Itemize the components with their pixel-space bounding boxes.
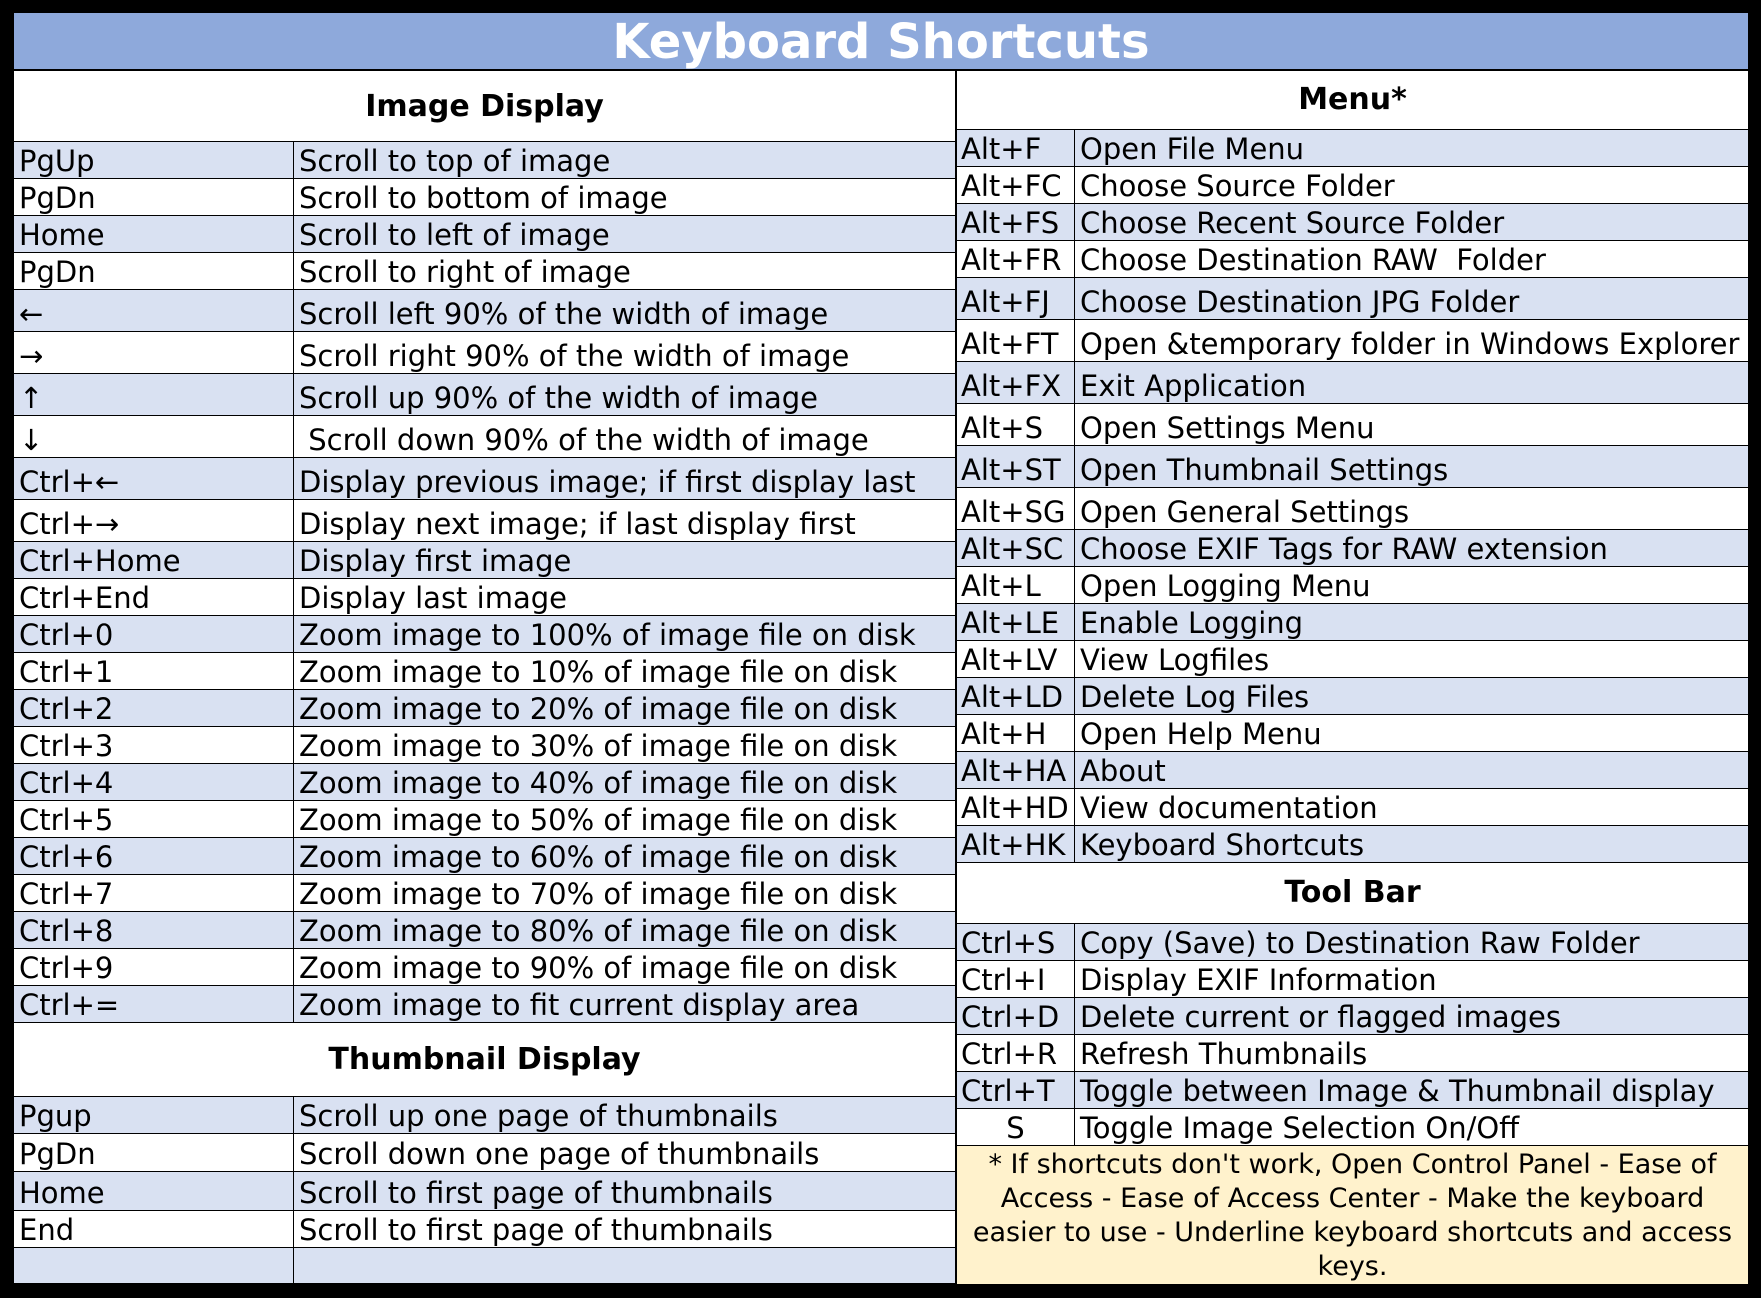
shortcut-key [14,1097,294,1133]
shortcut-key-text: Ctrl+T [961,1074,1055,1108]
shortcut-description-text: Zoom image to 60% of image file on disk [299,840,898,874]
image-display-row [14,142,955,179]
shortcut-key-text: Home [19,218,105,252]
thumbnail-display-row [14,1211,955,1248]
shortcut-description-text: Enable Logging [1080,605,1304,640]
shortcut-description [294,875,955,911]
menu-row [957,752,1748,789]
shortcut-key [957,1035,1075,1071]
shortcut-key-text: Alt+FT [961,326,1059,361]
shortcut-description [1075,130,1748,166]
shortcut-key-text: Alt+L [961,568,1041,603]
shortcut-description-text: Zoom image to 30% of image file on disk [299,729,898,763]
shortcut-description-text: Scroll to top of image [299,144,611,178]
shortcut-key [957,826,1075,862]
shortcut-key [957,204,1075,240]
shortcut-description [294,142,955,178]
shortcut-description-text: Display first image [299,544,572,578]
menu-row [957,604,1748,641]
shortcut-key-text: Alt+FX [961,368,1062,403]
shortcut-description-text: Display last image [299,581,567,615]
shortcut-key-text: Ctrl+→ [19,507,120,541]
shortcut-key-text: Alt+ST [961,452,1061,487]
shortcut-description-text: View documentation [1080,790,1378,825]
shortcut-key-text: Alt+SC [961,531,1064,566]
shortcut-description [1075,362,1748,403]
shortcut-description [294,579,955,615]
shortcut-description-text: Scroll right 90% of the width of image [299,339,850,373]
tool-bar-table [957,924,1748,1146]
shortcut-description-text: Scroll down one page of thumbnails [299,1137,820,1171]
menu-row [957,404,1748,446]
shortcut-description-text: Open Settings Menu [1080,410,1375,445]
shortcut-description-text: Zoom image to 40% of image file on disk [299,766,898,800]
shortcut-description [294,912,955,948]
shortcut-key [957,998,1075,1034]
shortcut-description [1075,567,1748,603]
shortcut-description [1075,320,1748,361]
shortcut-key-text: Alt+FR [961,242,1062,277]
shortcut-description-text: Exit Application [1080,368,1307,403]
shortcut-key [957,961,1075,997]
shortcut-key-text: PgDn [19,1137,96,1171]
thumbnail-display-row [14,1172,955,1211]
shortcut-description-text: Delete current or flagged images [1080,1000,1561,1034]
shortcut-key [957,678,1075,714]
shortcut-key [14,253,294,289]
empty-row [14,1248,955,1284]
shortcut-key-text: Ctrl+Home [19,544,181,578]
shortcut-key [14,216,294,252]
shortcut-key-text: Alt+F [961,131,1042,166]
shortcut-key-text: Ctrl+7 [19,877,114,911]
shortcut-description-text: Scroll to first page of thumbnails [299,1176,773,1210]
shortcut-description-text: Open Thumbnail Settings [1080,452,1449,487]
shortcut-description [1075,1072,1748,1108]
shortcut-description [1075,278,1748,319]
shortcut-description [1075,241,1748,277]
shortcut-key [957,715,1075,751]
menu-row [957,362,1748,404]
shortcut-description [294,1172,955,1210]
shortcut-key [957,167,1075,203]
image-display-row [14,416,955,458]
shortcut-key-text: Ctrl+D [961,1000,1060,1034]
shortcut-description-text: Choose Destination RAW Folder [1080,242,1546,277]
shortcut-description [294,986,955,1022]
shortcut-key [14,764,294,800]
shortcut-key [957,362,1075,403]
image-display-row [14,838,955,875]
shortcut-description-text: Choose EXIF Tags for RAW extension [1080,531,1608,566]
tool-bar-row [957,1035,1748,1072]
shortcut-description [294,1134,955,1171]
shortcut-key-text: Ctrl+End [19,581,151,615]
left-column [14,71,957,1284]
shortcut-key-text: Ctrl+8 [19,914,114,948]
shortcut-key [957,530,1075,566]
shortcut-description-text: Scroll up one page of thumbnails [299,1099,778,1133]
shortcut-key-text: PgDn [19,181,96,215]
shortcut-description [1075,789,1748,825]
shortcut-key-text: Ctrl+9 [19,951,114,985]
shortcut-key-text: Ctrl+4 [19,766,114,800]
shortcut-description [1075,446,1748,487]
menu-row [957,826,1748,863]
shortcut-description-text: Zoom image to 10% of image file on disk [299,655,898,689]
shortcut-description [294,1097,955,1133]
shortcut-key [14,142,294,178]
image-display-row [14,986,955,1023]
shortcut-key [957,130,1075,166]
shortcut-key [957,752,1075,788]
shortcut-description [1075,204,1748,240]
image-display-row [14,949,955,986]
menu-row [957,567,1748,604]
image-display-row [14,579,955,616]
shortcut-description [294,690,955,726]
shortcut-key [957,1072,1075,1108]
shortcut-description-text: Scroll left 90% of the width of image [299,297,829,331]
shortcut-key [14,838,294,874]
shortcut-description-text: Open Help Menu [1080,716,1322,751]
menu-row [957,678,1748,715]
shortcut-key-text: Alt+LE [961,605,1060,640]
shortcut-description-text: Open General Settings [1080,494,1410,529]
shortcut-key-text: Ctrl+0 [19,618,114,652]
shortcut-key [14,875,294,911]
shortcut-description [1075,1109,1748,1145]
shortcut-description [294,374,955,415]
empty-desc-cell [294,1248,955,1283]
shortcut-key-text: PgDn [19,255,96,289]
thumbnail-display-row [14,1134,955,1172]
shortcut-key [14,616,294,652]
shortcut-description [294,458,955,499]
shortcut-description-text: Zoom image to 50% of image file on disk [299,803,898,837]
shortcut-key [957,1109,1075,1145]
image-display-row [14,912,955,949]
right-column [957,71,1748,1284]
image-display-row [14,332,955,374]
shortcut-key [14,1211,294,1247]
shortcut-key-text: Ctrl+← [19,465,120,499]
thumbnail-display-header: Thumbnail Display [14,1023,955,1097]
shortcuts-sheet [14,13,1748,1284]
shortcut-key [14,332,294,373]
menu-table [957,130,1748,863]
image-display-row [14,500,955,542]
thumbnail-display-row [14,1097,955,1134]
menu-row [957,320,1748,362]
shortcut-description-text: Choose Recent Source Folder [1080,205,1505,240]
shortcut-description [294,179,955,215]
menu-row [957,446,1748,488]
menu-row [957,488,1748,530]
shortcut-description-text: Toggle between Image & Thumbnail display [1080,1074,1715,1108]
tool-bar-row [957,1072,1748,1109]
shortcut-key [14,542,294,578]
shortcut-key-text: Alt+HA [961,753,1067,788]
tool-bar-row [957,998,1748,1035]
shortcut-key [14,1134,294,1171]
shortcut-description-text: Display previous image; if first display last [299,465,916,499]
shortcut-description-text: Toggle Image Selection On/Off [1080,1111,1520,1145]
menu-row [957,278,1748,320]
shortcut-key-text: Home [19,1176,105,1210]
menu-row [957,204,1748,241]
shortcut-description [294,1211,955,1247]
shortcut-key-text: Alt+FC [961,168,1062,203]
shortcut-description-text: Zoom image to 80% of image file on disk [299,914,898,948]
shortcut-key [957,446,1075,487]
shortcut-key [957,241,1075,277]
shortcut-description [294,764,955,800]
menu-header: Menu* [957,71,1748,130]
shortcut-key-text: Ctrl+S [961,926,1056,960]
shortcut-key [14,912,294,948]
shortcut-key [14,458,294,499]
shortcut-key-text: Alt+HD [961,790,1069,825]
shortcut-description [294,616,955,652]
shortcut-key [14,727,294,763]
shortcut-description [1075,488,1748,529]
shortcut-description-text: Scroll to first page of thumbnails [299,1213,773,1247]
shortcut-description-text: Scroll to right of image [299,255,631,289]
shortcut-description [294,653,955,689]
accessibility-note: * If shortcuts don't work, Open Control Panel - Ease of Access - Ease of Access Center - Make the keyboard easier to use - Underline keyboard shortcuts and access keys. [957,1146,1748,1284]
shortcut-description-text: Zoom image to 100% of image file on disk [299,618,916,652]
shortcut-key-text: ↓ [19,423,44,457]
tool-bar-row [957,924,1748,961]
shortcut-description-text: Refresh Thumbnails [1080,1037,1368,1071]
menu-row [957,130,1748,167]
shortcut-key-text: Alt+HK [961,827,1066,862]
tool-bar-row [957,1109,1748,1146]
shortcut-key [957,320,1075,361]
shortcut-description-text: Open &temporary folder in Windows Explorer [1080,326,1740,361]
shortcut-description [294,253,955,289]
shortcut-description [294,290,955,331]
image-display-row [14,290,955,332]
shortcut-description-text: Zoom image to 90% of image file on disk [299,951,898,985]
shortcut-key [14,416,294,457]
image-display-row [14,875,955,912]
shortcut-description [294,500,955,541]
shortcut-description [294,727,955,763]
image-display-row [14,374,955,416]
thumbnail-display-table [14,1097,955,1248]
image-display-row [14,690,955,727]
shortcut-description-text: Display next image; if last display first [299,507,856,541]
shortcut-key [14,949,294,985]
empty-key-cell [14,1248,294,1283]
shortcut-key-text: Alt+FS [961,205,1060,240]
shortcut-key [14,986,294,1022]
shortcut-description [294,949,955,985]
shortcut-description [294,416,955,457]
image-display-header: Image Display [14,71,955,142]
shortcut-description [1075,924,1748,960]
image-display-row [14,764,955,801]
shortcut-description [294,332,955,373]
shortcut-key-text: Alt+SG [961,494,1066,529]
shortcut-key [14,374,294,415]
shortcut-key [14,1172,294,1210]
shortcut-key [957,789,1075,825]
shortcut-description-text: View Logfiles [1080,642,1270,677]
menu-row [957,530,1748,567]
shortcut-key [957,604,1075,640]
shortcut-key-text: Ctrl+1 [19,655,114,689]
shortcut-description [1075,715,1748,751]
image-display-table [14,142,955,1023]
shortcut-key-text: Alt+S [961,410,1043,445]
columns [14,71,1748,1284]
shortcut-key-text: Ctrl+5 [19,803,114,837]
shortcut-description [1075,641,1748,677]
shortcut-description-text: Scroll up 90% of the width of image [299,381,819,415]
shortcut-description-text: Scroll down 90% of the width of image [299,423,869,457]
shortcut-description-text: About [1080,753,1166,788]
shortcut-description-text: Zoom image to 20% of image file on disk [299,692,898,726]
shortcut-key-text: Ctrl+R [961,1037,1058,1071]
shortcut-description-text: Open File Menu [1080,131,1305,166]
shortcut-key-text: S [1006,1111,1025,1145]
shortcut-description-text: Delete Log Files [1080,679,1310,714]
shortcut-key-text: ← [19,297,44,331]
shortcut-description-text: Scroll to left of image [299,218,610,252]
shortcut-description [1075,678,1748,714]
shortcut-key-text: Alt+LD [961,679,1064,714]
menu-row [957,715,1748,752]
shortcut-key [14,579,294,615]
shortcut-key-text: End [19,1213,75,1247]
shortcut-key [957,641,1075,677]
shortcut-description [1075,961,1748,997]
shortcut-description-text: Open Logging Menu [1080,568,1371,603]
menu-row [957,241,1748,278]
shortcut-key [14,179,294,215]
shortcut-key [14,690,294,726]
shortcut-key [957,567,1075,603]
shortcut-key [957,924,1075,960]
shortcut-key-text: Pgup [19,1099,92,1133]
image-display-row [14,216,955,253]
shortcut-description-text: Choose Source Folder [1080,168,1395,203]
shortcut-key-text: Ctrl+3 [19,729,114,763]
image-display-row [14,458,955,500]
shortcut-description-text: Zoom image to fit current display area [299,988,860,1022]
image-display-row [14,253,955,290]
shortcut-description [1075,530,1748,566]
tool-bar-row [957,961,1748,998]
shortcut-description-text: Keyboard Shortcuts [1080,827,1365,862]
menu-row [957,789,1748,826]
shortcut-description-text: Scroll to bottom of image [299,181,668,215]
shortcut-key [14,500,294,541]
page-title: Keyboard Shortcuts [14,13,1748,71]
shortcut-key [14,290,294,331]
shortcut-key [957,488,1075,529]
menu-row [957,167,1748,204]
shortcut-description [1075,167,1748,203]
shortcut-key-text: Ctrl+= [19,988,120,1022]
image-display-row [14,727,955,764]
image-display-row [14,179,955,216]
shortcut-description [294,801,955,837]
shortcut-key-text: → [19,339,44,373]
shortcut-description [1075,404,1748,445]
shortcut-key-text: Alt+FJ [961,284,1050,319]
shortcut-key [14,801,294,837]
shortcut-description [1075,1035,1748,1071]
shortcut-description [1075,998,1748,1034]
shortcut-description [1075,826,1748,862]
shortcut-key-text: Ctrl+I [961,963,1046,997]
shortcut-description-text: Copy (Save) to Destination Raw Folder [1080,926,1640,960]
shortcut-key [957,404,1075,445]
shortcut-key-text: Alt+LV [961,642,1058,677]
menu-row [957,641,1748,678]
image-display-row [14,801,955,838]
image-display-row [14,653,955,690]
shortcut-key-text: ↑ [19,381,44,415]
tool-bar-header: Tool Bar [957,863,1748,924]
shortcut-description [1075,752,1748,788]
shortcut-key-text: Ctrl+2 [19,692,114,726]
shortcut-key-text: PgUp [19,144,95,178]
shortcut-description-text: Choose Destination JPG Folder [1080,284,1520,319]
image-display-row [14,542,955,579]
shortcut-description [1075,604,1748,640]
shortcut-key [14,653,294,689]
shortcut-key [957,278,1075,319]
shortcut-key-text: Ctrl+6 [19,840,114,874]
shortcut-description [294,216,955,252]
shortcut-description-text: Zoom image to 70% of image file on disk [299,877,898,911]
shortcut-description-text: Display EXIF Information [1080,963,1437,997]
shortcut-description [294,838,955,874]
shortcut-description [294,542,955,578]
shortcut-key-text: Alt+H [961,716,1047,751]
image-display-row [14,616,955,653]
